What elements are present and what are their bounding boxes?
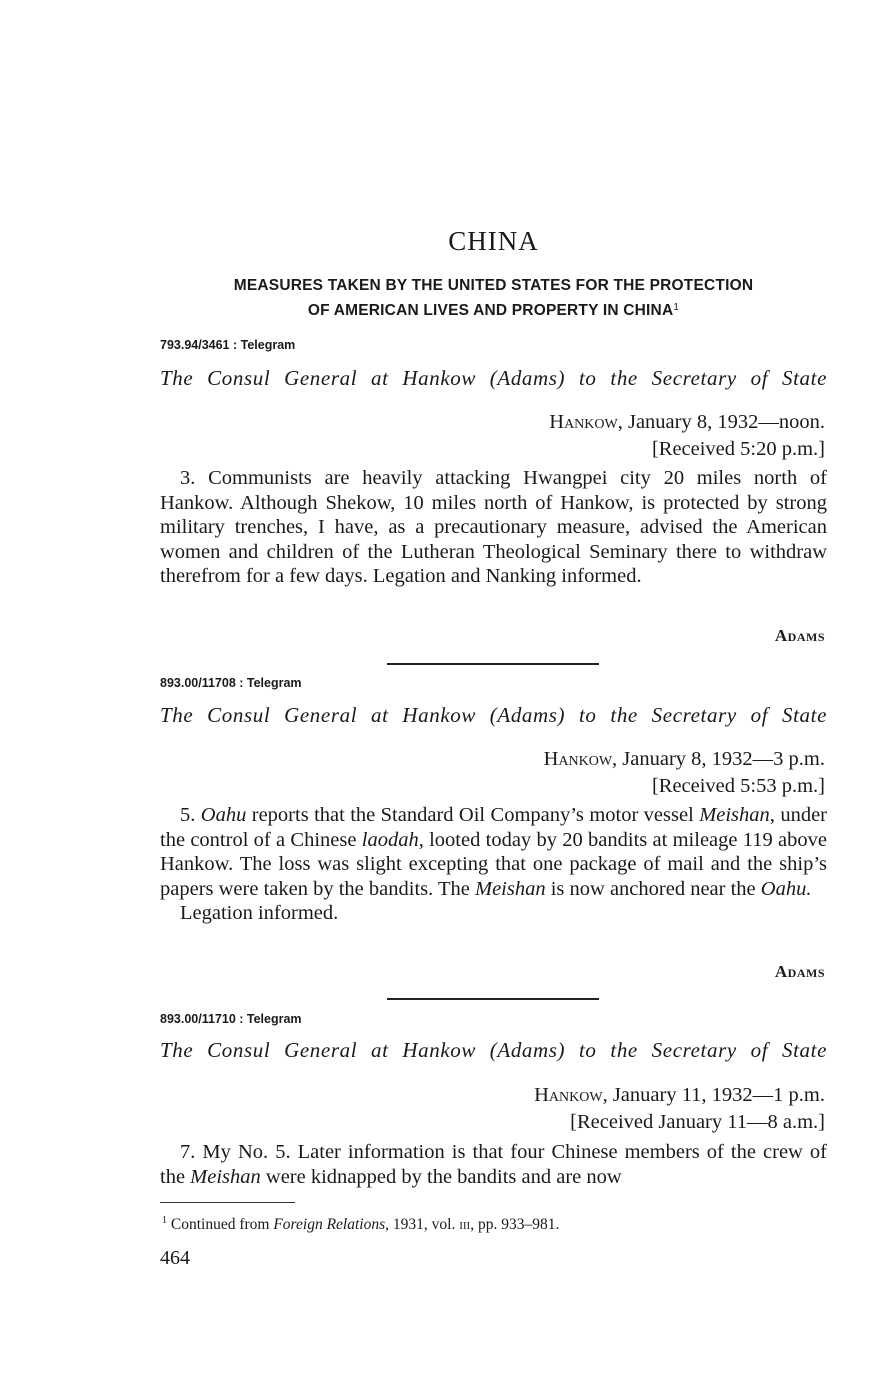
paragraph-number: 7. [180,1141,196,1163]
vessel-name: Oahu [200,804,247,826]
section-divider [387,998,599,1000]
dateline-city: Hankow [549,411,618,433]
dateline [534,1082,825,1136]
section-heading-line2 [160,297,827,322]
paragraph-text: , under the control of a Chinese [160,804,827,851]
telegram-body [160,803,827,926]
signature: Adams [774,962,825,981]
footnote [162,1215,559,1234]
footnote-marker: 1 [162,1215,167,1226]
telegram-body [160,466,827,589]
paragraph-text: , looted today by 20 bandits at mileage 119 above Hankow. The loss was slight excepting that one package of mail and the ship’s papers were taken by the bandits. The [160,828,827,900]
country-heading: CHINA [448,226,539,256]
footnote-text: Continued from [167,1216,274,1234]
section-heading [160,275,827,322]
dateline-date: , January 11, 1932—1 p.m. [602,1084,825,1106]
dateline [544,746,825,800]
footnote-volume: iii [459,1216,471,1234]
document-title: The Consul General at Hankow (Adams) to the Secretary of State [160,1038,827,1062]
vessel-name: Meishan [475,877,546,900]
paragraph-number: 3. [180,467,196,489]
paragraph-number: 5. [180,804,196,826]
file-number: 893.00/11708 : Telegram [160,676,302,690]
section-heading-line2-text: OF AMERICAN LIVES AND PROPERTY IN CHINA [307,302,674,319]
received-line: [Received 5:53 p.m.] [651,775,825,797]
footnote-text: , pp. 933–981. [470,1216,560,1234]
received-line: [Received 5:20 p.m.] [651,438,825,460]
vessel-name: Oahu. [760,877,812,900]
paragraph-text: My No. 5. Later information is that four Chinese members of the crew of the [160,1141,827,1188]
telegram-body [160,1140,827,1189]
document-title: The Consul General at Hankow (Adams) to the Secretary of State [160,703,827,727]
dateline-date: , January 8, 1932—3 p.m. [612,748,825,770]
file-number: 793.94/3461 : Telegram [160,338,296,352]
dateline [549,409,825,463]
paragraph-text: is now anchored near the [545,877,761,900]
dateline-date: , January 8, 1932—noon. [617,411,825,433]
paragraph-text: Communists are heavily attacking Hwangpei city 20 miles north of Hankow. Although Shekow, 10 miles north of Hankow, is protected by strong military trenches, I have, as a precautionary measure, advised the American women and children of the Lutheran Theological Seminary there to withdraw therefrom for a few days. Legation and Nanking informed. [160,467,827,587]
section-divider [387,663,599,665]
footnote-divider [160,1202,295,1203]
document-title: The Consul General at Hankow (Adams) to the Secretary of State [160,366,827,390]
paragraph-text: Legation informed. [180,902,339,924]
term-laodah: laodah [361,828,419,851]
section-heading-line1: MEASURES TAKEN BY THE UNITED STATES FOR THE PROTECTION [233,277,754,294]
paragraph-text: reports that the Standard Oil Company’s motor vessel [246,804,700,826]
received-line: [Received January 11—8 a.m.] [570,1111,825,1133]
paragraph-text: were kidnapped by the bandits and are now [260,1165,622,1188]
dateline-city: Hankow [534,1084,603,1106]
vessel-name: Meishan [190,1165,261,1188]
footnote-source: Foreign Relations [273,1216,386,1234]
page-number: 464 [160,1247,190,1269]
file-number: 893.00/11710 : Telegram [160,1012,302,1026]
dateline-city: Hankow [543,748,613,770]
footnote-text: , 1931, vol. [385,1216,460,1234]
footnote-reference[interactable]: 1 [673,302,680,313]
vessel-name: Meishan [699,804,770,826]
signature: Adams [774,626,825,645]
